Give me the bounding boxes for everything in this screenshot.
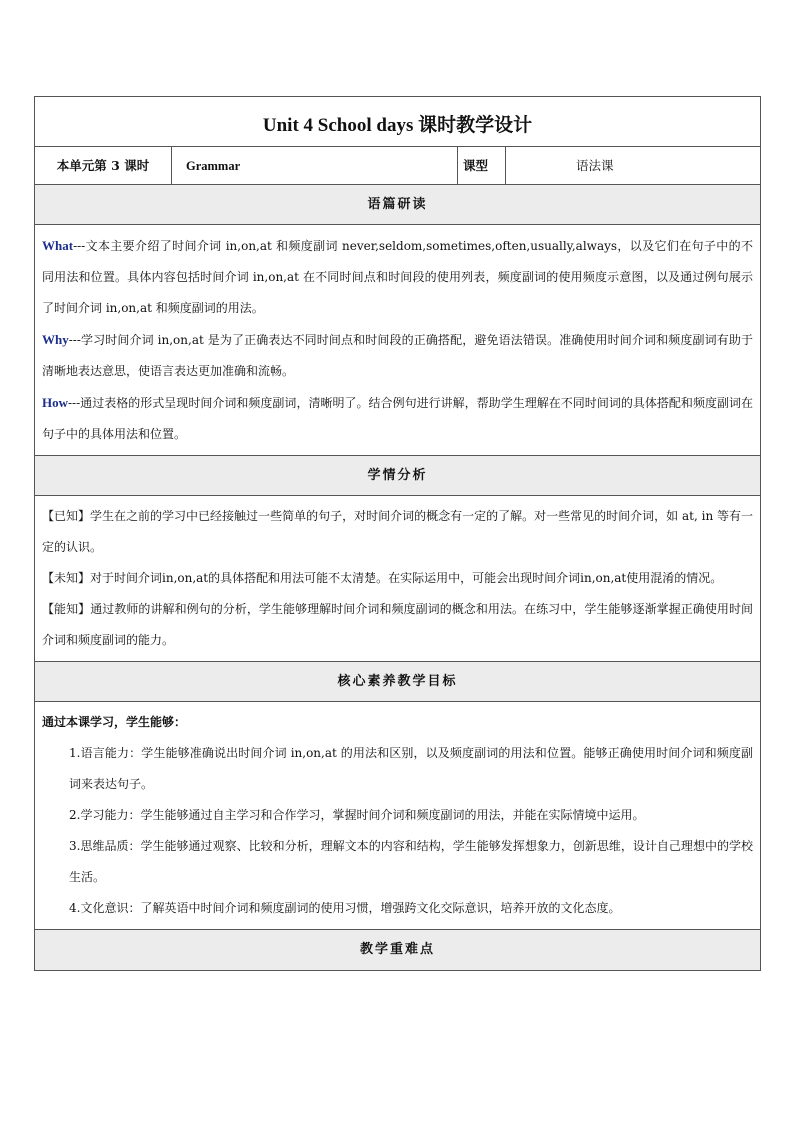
- text-analysis-section: [35, 225, 760, 456]
- objectives-section: [35, 702, 760, 930]
- text-analysis-heading: 语篇研读: [35, 185, 760, 225]
- why-paragraph: [42, 324, 753, 387]
- objective-item: 2.学习能力：学生能够通过自主学习和合作学习，掌握时间介词和频度副词的用法，并能在实际情境中运用。: [69, 808, 645, 822]
- why-text: ---学习时间介词 in,on,at 是为了正确表达不同时间点和时间段的正确搭配，避免语法错误。准确使用时间介词和频度副词有助于清晰地表达意思，使语言表达更加准确和流畅。: [42, 333, 753, 378]
- objective-item: 4.文化意识：了解英语中时间介词和频度副词的使用习惯，增强跨文化交际意识，培养开放的文化态度。: [69, 901, 621, 915]
- lesson-info-row: [35, 147, 760, 185]
- how-paragraph: [42, 387, 753, 450]
- objectives-intro: 通过本课学习，学生能够：: [42, 715, 187, 729]
- what-paragraph: [42, 230, 753, 324]
- objective-item: 1.语言能力：学生能够准确说出时间介词 in,on,at 的用法和区别，以及频度副词的用法和位置。能够正确使用时间介词和频度副词来表达句子。: [69, 746, 753, 791]
- how-label: How: [42, 395, 68, 410]
- able-paragraph: 【能知】通过教师的讲解和例句的分析，学生能够理解时间介词和频度副词的概念和用法。在练习中，学生能够逐渐掌握正确使用时间介词和频度副词的能力。: [42, 602, 753, 647]
- learner-analysis-section: [35, 496, 760, 662]
- key-points-heading: 教学重难点: [35, 930, 760, 970]
- unknown-paragraph: 【未知】对于时间介词in,on,at的具体搭配和用法可能不太清楚。在实际运用中，可能会出现时间介词in,on,at使用混淆的情况。: [42, 571, 723, 585]
- learner-analysis-heading: 学情分析: [35, 456, 760, 496]
- what-label: What: [42, 238, 74, 253]
- what-text: ---文本主要介绍了时间介词 in,on,at 和频度副词 never,seldom,sometimes,often,usually,always，以及它们在句子中的不同用法和位置。具体内容包括时间介词 in,on,at 在不同时间点和时间段的使用列表，频度副词的使用频度示意图，以及通过例句展示了时间介词 in,on,at 和频度副词的用法。: [42, 239, 753, 315]
- how-text: ---通过表格的形式呈现时间介词和频度副词，清晰明了。结合例句进行讲解，帮助学生理解在不同时间词的具体搭配和频度副词在句子中的具体用法和位置。: [42, 396, 753, 441]
- objective-item: 3.思维品质：学生能够通过观察、比较和分析，理解文本的内容和结构，学生能够发挥想象力，创新思维，设计自己理想中的学校生活。: [69, 839, 753, 884]
- why-label: Why: [42, 332, 69, 347]
- objectives-heading: 核心素养教学目标: [35, 662, 760, 702]
- lesson-type-value: 语法课: [576, 158, 614, 173]
- known-paragraph: 【已知】学生在之前的学习中已经接触过一些简单的句子，对时间介词的概念有一定的了解。对一些常见的时间介词，如 at, in 等有一定的认识。: [42, 509, 753, 554]
- lesson-topic-value: Grammar: [172, 147, 458, 184]
- lesson-number-label: 本单元第 3 课时: [35, 147, 172, 184]
- lesson-type-label: 课型: [458, 147, 506, 184]
- lesson-plan-table: [34, 96, 761, 971]
- document-title: Unit 4 School days 课时教学设计: [35, 97, 760, 147]
